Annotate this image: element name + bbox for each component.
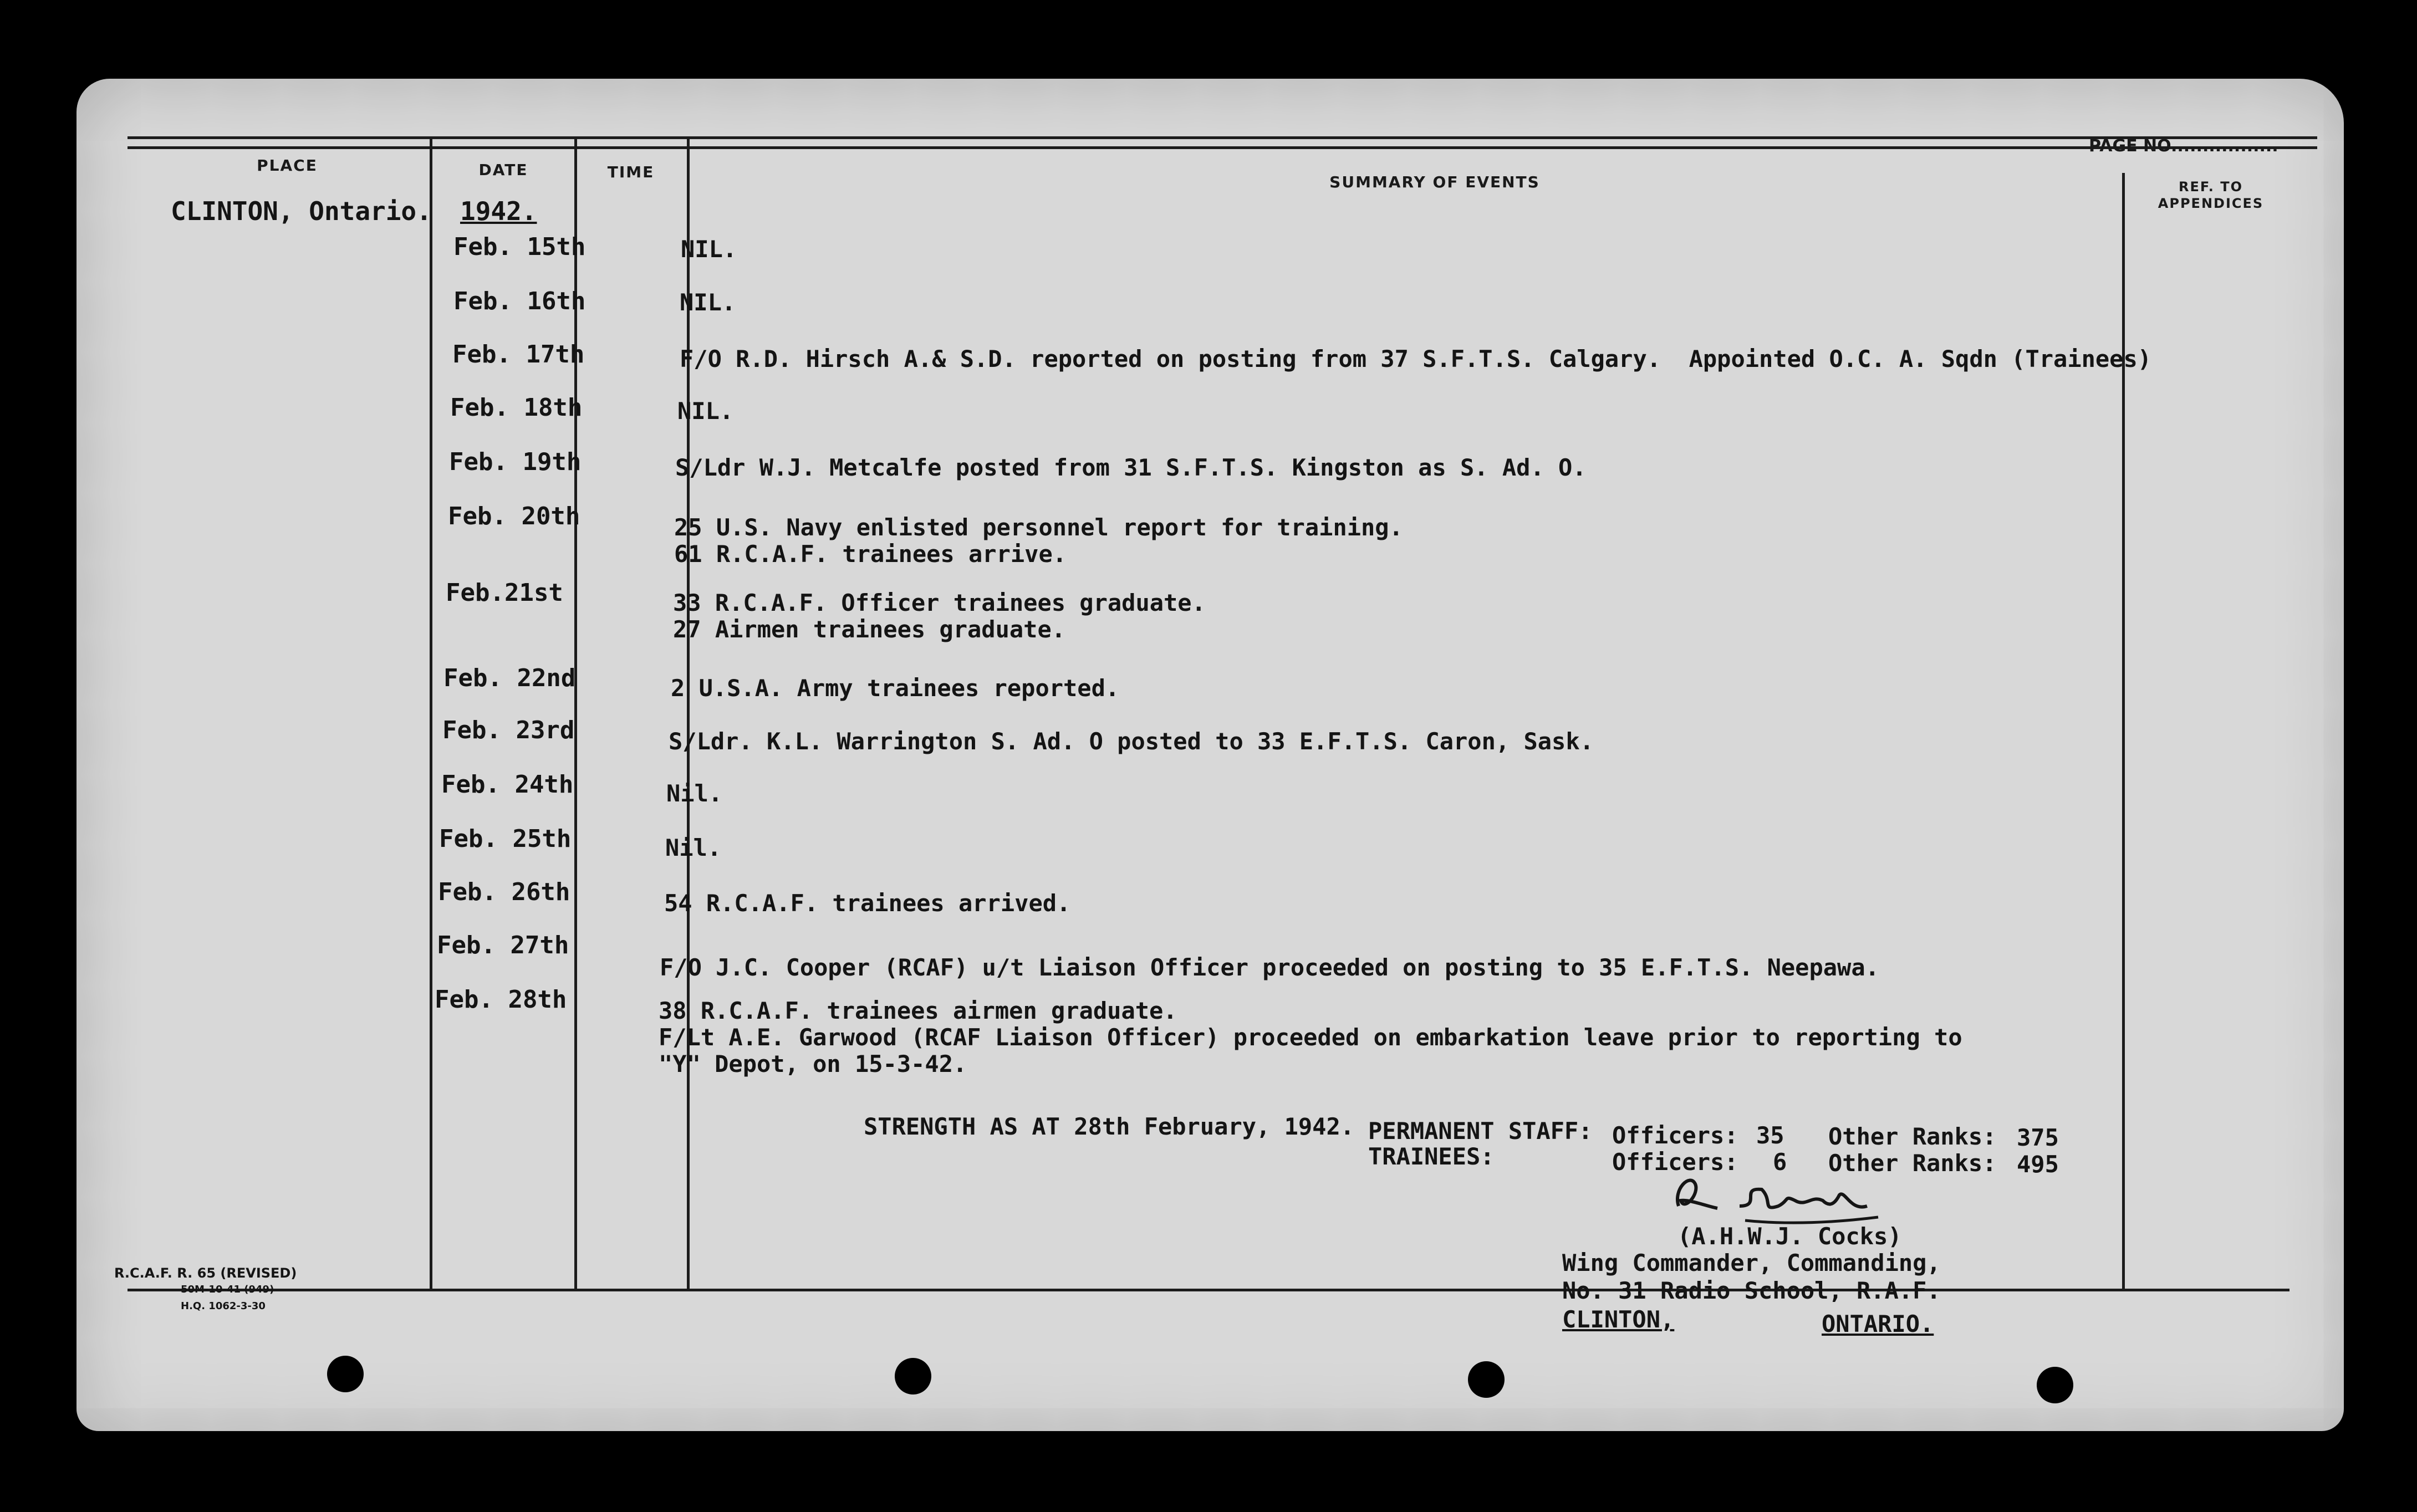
signature-place: CLINTON, [1562, 1306, 1675, 1333]
binder-hole [2037, 1367, 2073, 1403]
diary-form [77, 79, 2344, 1431]
year-entry: 1942. [460, 196, 537, 226]
entry-date: Feb. 19th [449, 448, 582, 476]
binder-hole [895, 1358, 931, 1394]
table-bottom-rule [128, 1289, 2289, 1291]
strength-heading: STRENGTH AS AT 28th February, 1942. [864, 1113, 1355, 1140]
form-number-line: H.Q. 1062-3-30 [181, 1300, 266, 1312]
header-summary: SUMMARY OF EVENTS [1329, 173, 1540, 191]
trainees-label: TRAINEES: [1368, 1143, 1495, 1170]
form-number-line: 50M-10-41 (949) [181, 1284, 274, 1295]
entry-date: Feb. 20th [448, 502, 580, 530]
page-number-field: PAGE NO................. [2089, 136, 2278, 156]
entry-text: 54 R.C.A.F. trainees arrived. [664, 890, 1071, 917]
entry-text: 25 U.S. Navy enlisted personnel report for training. [674, 514, 1403, 541]
entry-date: Feb.21st [446, 579, 563, 607]
trainee-officers-label: Officers: [1612, 1148, 1738, 1176]
entry-date: Feb. 22nd [443, 664, 576, 692]
header-bottom-rule [128, 146, 2317, 149]
signature-title: Wing Commander, Commanding, [1562, 1249, 1941, 1276]
entry-text: 38 R.C.A.F. trainees airmen graduate. [659, 997, 1177, 1024]
entry-date: Feb. 28th [435, 985, 567, 1014]
header-ref: REF. TO APPENDICES [2158, 179, 2264, 211]
header-top-rule [128, 136, 2317, 139]
signature-name: (A.H.W.J. Cocks) [1677, 1223, 1902, 1250]
permanent-other-ranks-value: 375 [2017, 1124, 2059, 1151]
entry-text: F/Lt A.E. Garwood (RCAF Liaison Officer) proceeded on embarkation leave prior to reporting to [659, 1024, 1962, 1051]
entry-date: Feb. 15th [453, 233, 586, 261]
entry-date: Feb. 27th [437, 931, 569, 959]
form-number-line: R.C.A.F. R. 65 (REVISED) [114, 1265, 297, 1281]
entry-text: "Y" Depot, on 15-3-42. [659, 1050, 967, 1077]
entry-text: NIL. [681, 236, 737, 263]
entry-date: Feb. 16th [453, 287, 586, 315]
entry-text: NIL. [680, 289, 736, 316]
entry-text: Nil. [665, 834, 722, 861]
handwritten-signature [1656, 1167, 1889, 1228]
entry-date: Feb. 24th [441, 770, 574, 799]
entry-text: Nil. [666, 780, 723, 807]
column-line-place [430, 136, 432, 1289]
permanent-officers-label: Officers: [1612, 1122, 1738, 1149]
entry-text: 2 U.S.A. Army trainees reported. [671, 675, 1120, 702]
form-number [114, 1265, 297, 1315]
binder-hole [1468, 1361, 1505, 1398]
trainee-officers-value: 6 [1773, 1148, 1787, 1176]
entry-text: 33 R.C.A.F. Officer trainees graduate. [673, 589, 1206, 616]
trainee-other-ranks-label: Other Ranks: [1828, 1150, 1997, 1177]
entry-text: F/O R.D. Hirsch A.& S.D. reported on posting from 37 S.F.T.S. Calgary. Appointed O.C. A. Sqdn (Trainees) [680, 345, 2152, 372]
entry-text: F/O J.C. Cooper (RCAF) u/t Liaison Officer proceeded on posting to 35 E.F.T.S. Neepawa. [660, 954, 1879, 981]
entry-date: Feb. 18th [450, 394, 583, 422]
entry-text: 27 Airmen trainees graduate. [673, 616, 1066, 643]
signature-province: ONTARIO. [1822, 1310, 1934, 1337]
place-entry: CLINTON, Ontario. [171, 196, 432, 226]
entry-text: S/Ldr W.J. Metcalfe posted from 31 S.F.T.S. Kingston as S. Ad. O. [675, 454, 1587, 481]
entry-date: Feb. 17th [452, 340, 585, 369]
permanent-staff-label: PERMANENT STAFF: [1368, 1117, 1593, 1145]
permanent-officers-value: 35 [1756, 1122, 1784, 1149]
entry-text: NIL. [677, 397, 734, 425]
column-line-ref [2122, 173, 2125, 1289]
entry-date: Feb. 26th [438, 878, 570, 906]
trainee-other-ranks-value: 495 [2017, 1151, 2059, 1178]
entry-text: S/Ldr. K.L. Warrington S. Ad. O posted to 33 E.F.T.S. Caron, Sask. [669, 728, 1594, 755]
header-date: DATE [478, 161, 528, 179]
binder-hole [327, 1356, 364, 1392]
signature-unit: No. 31 Radio School, R.A.F. [1562, 1277, 1941, 1304]
entry-date: Feb. 23rd [442, 716, 575, 744]
header-time: TIME [607, 163, 655, 181]
entry-date: Feb. 25th [439, 825, 572, 853]
header-place: PLACE [257, 156, 318, 175]
entry-text: 61 R.C.A.F. trainees arrive. [674, 540, 1067, 568]
permanent-other-ranks-label: Other Ranks: [1828, 1123, 1997, 1150]
